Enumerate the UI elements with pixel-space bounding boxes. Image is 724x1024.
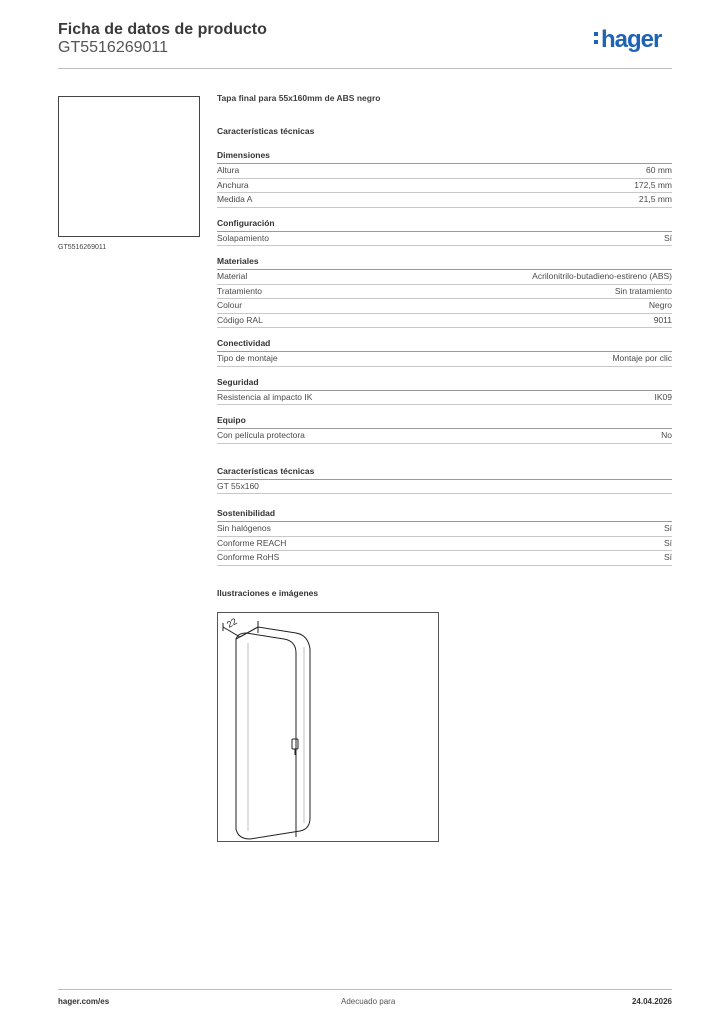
product-thumbnail	[58, 96, 200, 237]
spec-label: Solapamiento	[217, 232, 269, 243]
spec-group	[217, 377, 672, 406]
spec-row	[217, 551, 672, 566]
product-description: Tapa final para 55x160mm de ABS negro	[217, 93, 381, 103]
spec-row	[217, 285, 672, 300]
logo-text: hager	[601, 26, 662, 53]
sustainability-section	[217, 508, 672, 566]
spec-value: Sin tratamiento	[614, 285, 672, 296]
section-heading: Características técnicas	[217, 466, 672, 480]
spec-label: Tipo de montaje	[217, 353, 278, 363]
spec-label: Altura	[217, 165, 240, 175]
spec-row	[217, 164, 672, 179]
spec-label: Código RAL	[217, 314, 263, 325]
spec-row	[217, 352, 672, 367]
spec-group	[217, 150, 672, 208]
spec-group	[217, 338, 672, 367]
illustrations-title: Ilustraciones e imágenes	[217, 587, 319, 598]
spec-row	[217, 537, 672, 552]
spec-value: Sí	[663, 232, 672, 243]
product-content	[217, 92, 672, 598]
section-heading: Equipo	[217, 415, 672, 429]
spec-row	[217, 314, 672, 329]
spec-value: Acrilonitrilo-butadieno-estireno (ABS)	[532, 271, 672, 281]
hager-logo	[594, 26, 661, 54]
spec-groups	[217, 150, 672, 444]
spec-group	[217, 218, 672, 247]
section-heading: Materiales	[217, 256, 672, 270]
spec-group	[217, 415, 672, 444]
section-heading: Seguridad	[217, 377, 672, 391]
spec-value: Sí	[663, 552, 672, 562]
spec-row	[217, 522, 672, 537]
spec-value: Sí	[663, 523, 672, 533]
logo-dots-icon	[594, 32, 599, 48]
spec-label: Resistencia al impacto IK	[217, 391, 313, 402]
spec-label: GT 55x160	[217, 480, 259, 491]
header-divider	[58, 68, 672, 69]
spec-label: Material	[217, 271, 248, 281]
spec-label: Colour	[217, 300, 243, 310]
spec-value: Negro	[648, 300, 672, 310]
thumbnail-caption: GT5516269011	[58, 244, 107, 251]
spec-label: Medida A	[217, 194, 253, 204]
spec-label: Tratamiento	[217, 285, 263, 296]
product-illustration	[217, 612, 439, 842]
section-heading: Sostenibilidad	[217, 508, 672, 522]
document-title: Ficha de datos de producto	[58, 21, 267, 38]
spec-row	[217, 429, 672, 444]
section-heading: Dimensiones	[217, 150, 672, 164]
spec-row	[217, 232, 672, 247]
section-heading: Conectividad	[217, 338, 672, 352]
spec-row	[217, 193, 672, 208]
product-code: GT5516269011	[58, 39, 169, 56]
spec-value: No	[661, 430, 672, 440]
spec-value: 60 mm	[646, 165, 672, 175]
spec-row	[217, 299, 672, 314]
spec-row	[217, 179, 672, 194]
spec-value: 9011	[653, 314, 672, 325]
tech-characteristics-2	[217, 466, 672, 495]
tech-characteristics-title: Características técnicas	[217, 126, 315, 136]
footer-website-link[interactable]: hager.com/es	[58, 997, 110, 1006]
spec-label: Sin halógenos	[217, 523, 271, 533]
spec-row	[217, 391, 672, 406]
spec-value: Sí	[663, 537, 672, 548]
spec-group	[217, 256, 672, 328]
footer-date: 24.04.2026	[631, 997, 672, 1006]
spec-label: Conforme RoHS	[217, 552, 280, 562]
dimension-label: 22	[225, 616, 239, 630]
spec-label: Anchura	[217, 179, 249, 190]
end-cap-drawing-icon	[218, 613, 438, 841]
spec-value: 21,5 mm	[638, 194, 672, 204]
spec-value: 172,5 mm	[634, 179, 672, 190]
spec-value: IK09	[654, 391, 672, 402]
footer-divider	[58, 989, 672, 990]
spec-value: Montaje por clic	[612, 353, 672, 363]
spec-row	[217, 270, 672, 285]
spec-label: Con película protectora	[217, 430, 305, 440]
spec-label: Conforme REACH	[217, 537, 287, 548]
section-heading: Configuración	[217, 218, 672, 232]
spec-row	[217, 480, 672, 495]
footer-note: Adecuado para	[341, 997, 396, 1006]
